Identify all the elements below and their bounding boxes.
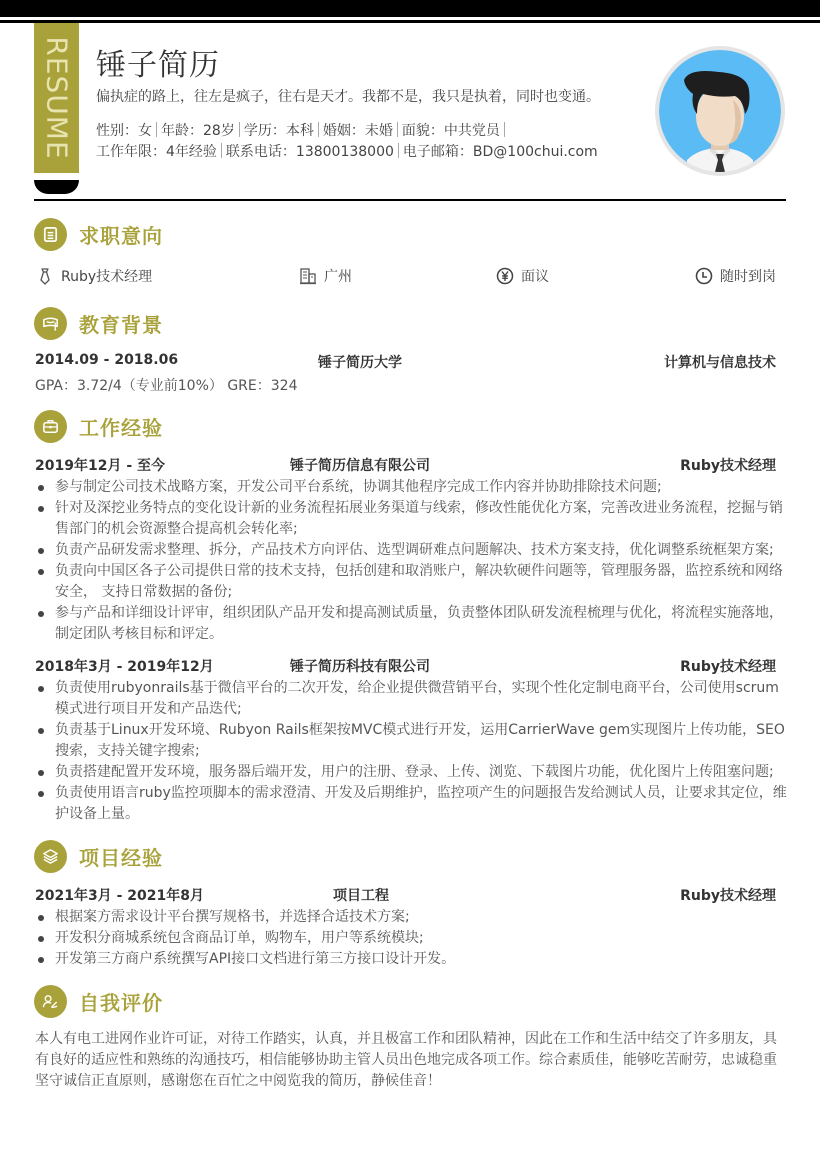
personal-info-line-2: [96, 141, 598, 161]
list-item: 负责向中国区各子公司提供日常的技术支持，包括创建和取消账户，解决软硬件问题等，管理服务器，监控系统和网络安全， 支持日常数据的备份;: [35, 561, 787, 603]
info-gender: 性别：女: [96, 123, 152, 139]
list-item: 参与制定公司技术战略方案，开发公司平台系统，协调其他程序完成工作内容并协助排除技术问题;: [35, 477, 787, 498]
section-label: 自我评价: [79, 990, 163, 1015]
intent-city-label: 广州: [324, 269, 352, 285]
education-detail: GPA：3.72/4（专业前10%） GRE：324: [35, 378, 298, 394]
work-date: 2019年12月 - 至今: [35, 458, 166, 474]
briefcase-icon: [34, 410, 67, 443]
separator: [156, 122, 157, 137]
work-role: Ruby技术经理: [680, 458, 776, 474]
separator: [504, 122, 505, 137]
separator: [221, 143, 222, 158]
section-label: 求职意向: [79, 223, 163, 248]
project-entry-header: [35, 885, 776, 905]
list-item: 负责使用语言ruby监控项脚本的需求澄清、开发及后期维护，监控项产生的问题报告发给测试人员，让要求其定位，维护设备上量。: [35, 783, 787, 825]
clipboard-icon: [34, 218, 67, 251]
self-evaluation-text: 本人有电工进网作业许可证，对待工作踏实，认真，并且极富工作和团队精神，因此在工作和生活中结交了许多朋友，具有良好的适应性和熟练的沟通技巧，相信能够协助主管人员出色地完成各项工作。综合素质佳，能够吃苦耐劳，忠诚稳重坚守诚信正直原则，感谢您在百忙之中阅览我的简历，静候佳音！: [35, 1031, 777, 1089]
list-item: 针对及深挖业务特点的变化设计新的业务流程拓展业务渠道与线索，修改性能优化方案，完善改进业务流程，挖掘与销售部门的机会资源整合提高机会转化率;: [35, 498, 787, 540]
list-item: 负责搭建配置开发环境，服务器后端开发，用户的注册、登录、上传、浏览、下载图片功能，优化图片上传阻塞问题;: [35, 762, 787, 783]
tie-icon: [36, 267, 54, 285]
avatar-illustration-icon: [659, 50, 781, 172]
resume-tab-cap: [34, 180, 79, 194]
candidate-name: 锤子简历: [96, 48, 220, 83]
list-item: 参与产品和详细设计评审，组织团队产品开发和提高测试质量，负责整体团队研发流程梳理与优化，将流程实施落地，制定团队考核目标和评定。: [35, 603, 787, 645]
separator: [398, 143, 399, 158]
section-label: 教育背景: [79, 312, 163, 337]
intent-position-label: Ruby技术经理: [61, 269, 153, 285]
person-pen-icon: [34, 985, 67, 1018]
section-work-title: [34, 409, 163, 443]
top-black-line: [0, 20, 820, 23]
intent-availability-label: 随时到岗: [720, 269, 776, 285]
education-date: 2014.09 - 2018.06: [35, 352, 179, 368]
info-experience: 工作年限：4年经验: [96, 144, 217, 160]
work-company: 锤子简历信息有限公司: [290, 458, 430, 474]
intent-salary-label: 面议: [521, 269, 549, 285]
work-duties-list: [35, 477, 787, 645]
resume-tab: [34, 23, 79, 173]
header-divider: [34, 199, 786, 201]
section-label: 项目经验: [79, 845, 163, 870]
work-entry-header: [35, 656, 776, 676]
work-role: Ruby技术经理: [680, 659, 776, 675]
section-self-title: [34, 984, 163, 1018]
section-intent-title: [34, 217, 163, 251]
list-item: 开发第三方商户系统撰写API接口文档进行第三方接口设计开发。: [35, 949, 787, 970]
graduation-cap-icon: [34, 307, 67, 340]
info-phone: 联系电话：13800138000: [225, 144, 394, 160]
work-entry-header: [35, 455, 776, 475]
personal-info-line-1: [96, 120, 509, 140]
top-black-bar: [0, 0, 820, 17]
info-age: 年龄：28岁: [161, 123, 235, 139]
separator: [318, 122, 319, 137]
list-item: 负责基于Linux开发环境、Rubyon Rails框架按MVC模式进行开发，运用CarrierWave gem实现图片上传功能，SEO搜索，支持关键字搜索;: [35, 720, 787, 762]
layers-icon: [34, 840, 67, 873]
intent-availability: [695, 266, 776, 286]
intent-city: [299, 266, 352, 286]
work-company: 锤子简历科技有限公司: [290, 659, 430, 675]
section-education-title: [34, 306, 163, 340]
info-political: 面貌：中共党员: [401, 123, 500, 139]
building-icon: [299, 267, 317, 285]
section-label: 工作经验: [79, 415, 163, 440]
education-school: 锤子简历大学: [318, 355, 402, 371]
info-marital: 婚姻：未婚: [322, 123, 393, 139]
intent-position: [36, 266, 152, 286]
list-item: 负责产品研发需求整理、拆分，产品技术方向评估、选型调研难点问题解决、技术方案支持，优化调整系统框架方案;: [35, 540, 787, 561]
intent-salary: [496, 266, 549, 286]
education-major: 计算机与信息技术: [664, 355, 776, 371]
resume-tab-label: RESUME: [40, 36, 73, 160]
project-date: 2021年3月 - 2021年8月: [35, 888, 204, 904]
clock-icon: [695, 267, 713, 285]
work-duties-list: [35, 678, 787, 825]
education-entry-header: [35, 352, 776, 372]
yen-icon: [496, 267, 514, 285]
avatar: [655, 46, 785, 176]
project-name: 项目工程: [333, 888, 389, 904]
info-email: 电子邮箱：BD@100chui.com: [402, 144, 598, 160]
work-date: 2018年3月 - 2019年12月: [35, 659, 214, 675]
info-education: 学历：本科: [243, 123, 314, 139]
project-tasks-list: [35, 907, 787, 970]
job-intent-row: [36, 266, 776, 286]
section-project-title: [34, 839, 163, 873]
separator: [239, 122, 240, 137]
candidate-motto: 偏执症的路上，往左是疯子，往右是天才。我都不是，我只是执着，同时也变通。: [96, 89, 600, 105]
separator: [397, 122, 398, 137]
project-role: Ruby技术经理: [680, 888, 776, 904]
list-item: 根据案方需求设计平台撰写规格书，并选择合适技术方案;: [35, 907, 787, 928]
list-item: 开发积分商城系统包含商品订单，购物车，用户等系统模块;: [35, 928, 787, 949]
list-item: 负责使用rubyonrails基于微信平台的二次开发，给企业提供微营销平台，实现个性化定制电商平台，公司使用scrum模式进行项目开发和产品迭代;: [35, 678, 787, 720]
